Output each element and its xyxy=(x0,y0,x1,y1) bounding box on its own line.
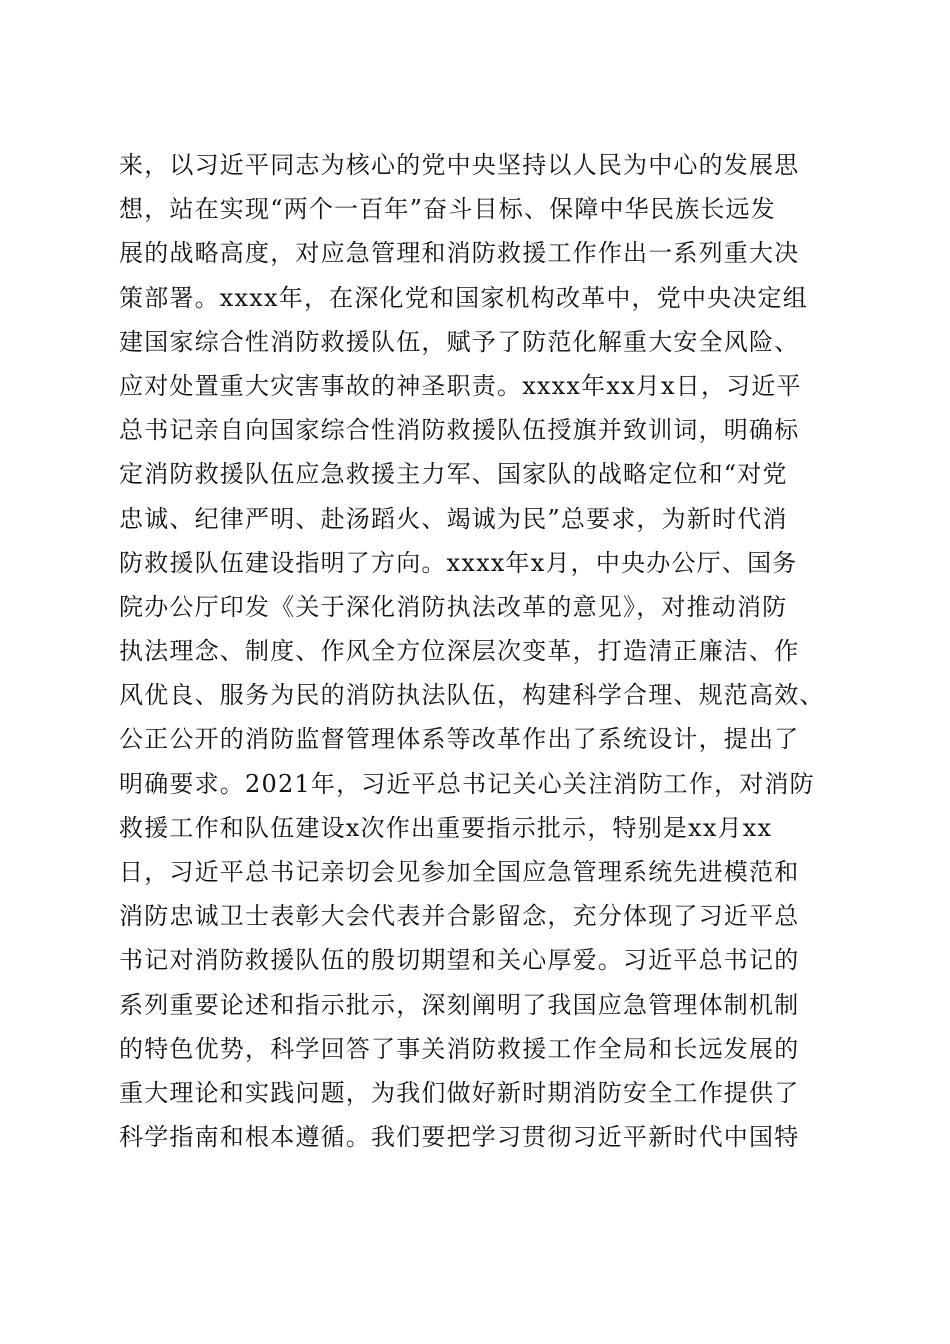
text-line: 重大理论和实践问题，为我们做好新时期消防安全工作提供了 xyxy=(119,1078,800,1107)
text-line: 院办公厅印发《关于深化消防执法改革的意见》，对推动消防 xyxy=(119,592,788,621)
body-text xyxy=(119,143,879,1159)
text-line: 想，站在实现“两个一百年”奋斗目标、保障中华民族长远发 xyxy=(119,195,776,224)
text-line: 总书记亲自向国家综合性消防救援队伍授旗并致训词，明确标 xyxy=(119,416,800,445)
text-line: 忠诚、纪律严明、赴汤蹈火、竭诚为民”总要求，为新时代消 xyxy=(119,504,788,533)
text-line: 建国家综合性消防救援队伍，赋予了防范化解重大安全风险、 xyxy=(119,327,800,356)
text-line: 的特色优势，科学回答了事关消防救援工作全局和长远发展的 xyxy=(119,1034,800,1063)
text-line: 消防忠诚卫士表彰大会代表并合影留念，充分体现了习近平总 xyxy=(119,902,800,931)
text-line: 执法理念、制度、作风全方位深层次变革，打造清正廉洁、作 xyxy=(119,637,800,666)
text-line: 定消防救援队伍应急救援主力军、国家队的战略定位和“对党 xyxy=(119,460,788,489)
text-line: 日，习近平总书记亲切会见参加全国应急管理系统先进模范和 xyxy=(119,858,800,886)
text-line: 策部署。xxxx年，在深化党和国家机构改革中，党中央决定组 xyxy=(119,283,808,312)
text-line: 系列重要论述和指示批示，深刻阐明了我国应急管理体制机制 xyxy=(119,990,800,1019)
text-line: 防救援队伍建设指明了方向。xxxx年x月，中央办公厅、国务 xyxy=(119,548,798,577)
text-line: 救援工作和队伍建设x次作出重要指示批示，特别是xx月xx xyxy=(119,813,773,842)
text-line: 科学指南和根本遵循。我们要把学习贯彻习近平新时代中国特 xyxy=(119,1123,800,1152)
text-line: 风优良、服务为民的消防执法队伍，构建科学合理、规范高效、 xyxy=(119,681,825,710)
text-line: 明确要求。2021年，习近平总书记关心关注消防工作，对消防 xyxy=(119,769,815,798)
text-line: 书记对消防救援队伍的殷切期望和关心厚爱。习近平总书记的 xyxy=(119,946,800,975)
text-line: 公正公开的消防监督管理体系等改革作出了系统设计，提出了 xyxy=(119,725,800,754)
text-line: 展的战略高度，对应急管理和消防救援工作作出一系列重大决 xyxy=(119,239,800,268)
text-line: 来，以习近平同志为核心的党中央坚持以人民为中心的发展思 xyxy=(119,151,800,179)
text-line: 应对处置重大灾害事故的神圣职责。xxxx年xx月x日，习近平 xyxy=(119,371,802,400)
